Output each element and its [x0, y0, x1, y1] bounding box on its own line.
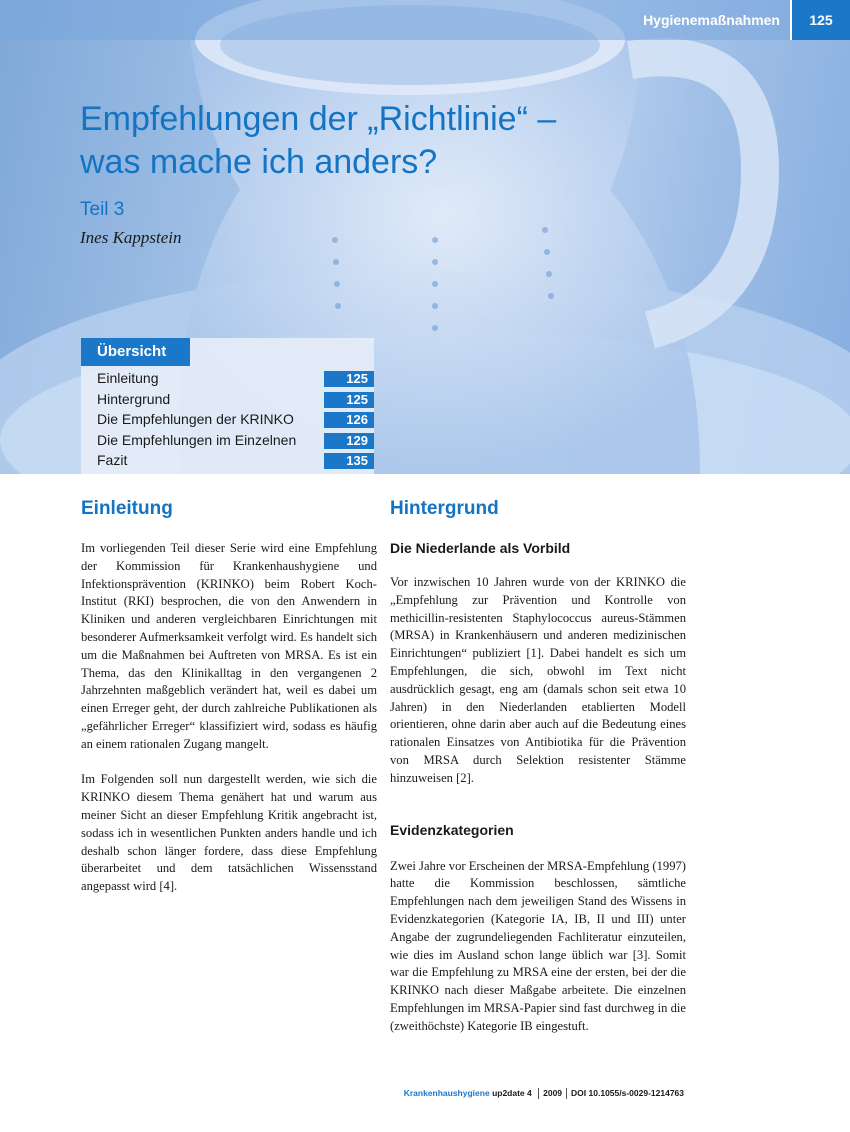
section-label: Hygienemaßnahmen [643, 12, 780, 28]
toc-item-label: Fazit [97, 452, 128, 468]
overview-box [81, 338, 374, 474]
article-author: Ines Kappstein [80, 228, 182, 247]
section-heading-einleitung: Einleitung [81, 498, 173, 519]
left-column [81, 498, 377, 896]
body-paragraph: Im Folgenden soll nun dargestellt werden, wie sich die KRINKO diesem Thema genähert hat und warum aus meiner Sicht an dieser Empfehlung Kritik angebracht ist, sodass ich in wesentlichen Punkten anders handle und ich deshalb schon länger fordere, dass diese Empfehlung überarbeitet und dem tatsächlichen Wissensstand angepasst wird [4]. [81, 772, 377, 894]
section-heading-hintergrund: Hintergrund [390, 498, 499, 519]
toc-item-page: 129 [324, 433, 374, 449]
footer-doi: DOI 10.1055/s-0029-1214763 [571, 1088, 684, 1098]
overview-heading: Übersicht [81, 338, 190, 366]
page-number: 125 [792, 0, 850, 40]
title-line-2: was mache ich anders? [80, 143, 438, 181]
toc-item-label: Einleitung [97, 370, 159, 386]
footer-year: 2009 [543, 1088, 563, 1098]
toc-item-page: 125 [324, 371, 374, 387]
toc-item-empfehlungen-einzelnen[interactable] [81, 431, 374, 452]
journal-issue: up2date 4 [492, 1088, 532, 1098]
page-footer [382, 1088, 684, 1099]
toc-item-page: 126 [324, 412, 374, 428]
toc-item-fazit[interactable] [81, 451, 374, 472]
journal-name: Krankenhaushygiene [403, 1088, 490, 1098]
footer-divider [566, 1088, 567, 1099]
toc-list [81, 369, 374, 472]
footer-divider [538, 1088, 539, 1099]
right-column [390, 498, 686, 1036]
toc-item-empfehlungen-krinko[interactable] [81, 410, 374, 431]
article-title [80, 98, 640, 184]
title-line-1: Empfehlungen der „Richtlinie“ – [80, 100, 557, 138]
toc-item-einleitung[interactable] [81, 369, 374, 390]
running-head [643, 0, 850, 40]
body-paragraph: Vor inzwischen 10 Jahren wurde von der KRINKO die „Empfehlung zur Prävention und Kontrolle von methicillin-resistenten Staphylococcus aureus-Stämmen (MRSA) in Krankenhäusern und anderen medizinischen Einrichtungen“ publiziert [1]. Dabei handelt es sich um Empfehlungen, die sich, obwohl im Text nicht ausdrücklich gesagt, eng am (damals schon seit etwa 10 Jahren) in den Niederlanden etablierten Modell orientieren, ohne darin aber auch auf die Bedeutung eines rationalen Einsatzes von Antibiotika für die Prävention von MRSA durch Selektion resistenter Stämme hinzuweisen [2]. [390, 575, 686, 785]
body-paragraph: Zwei Jahre vor Erscheinen der MRSA-Empfehlung (1997) hatte die Kommission beschlossen, sämtliche Empfehlungen nach dem jeweiligen Stand des Wissens in Evidenzkategorien (Kategorie IA, IB, II und III) unter Angabe der zugrundeliegenden Fachliteratur einzuteilen, wie dies im Ausland schon lange üblich war [3]. Somit war die Empfehlung zu MRSA eine der ersten, bei der die KRINKO nach dieser Maßgabe arbeitete. Die einzelnen Empfehlungen im MRSA-Papier sind fast durchweg in die (zweithöchste) Kategorie IB eingestuft. [390, 858, 686, 1033]
toc-item-label: Hintergrund [97, 390, 171, 407]
subheading-evidenzkategorien: Evidenzkategorien [390, 821, 514, 838]
toc-item-label: Die Empfehlungen der KRINKO [97, 411, 294, 427]
article-part: Teil 3 [80, 199, 125, 220]
body-paragraph: Im vorliegenden Teil dieser Serie wird eine Empfehlung der Kommission für Krankenhaushygiene und Infektionsprävention (KRINKO) beim Robert Koch-Institut (RKI) besprochen, die von den Anwendern in Kliniken und anderen vergleichbaren Einrichtungen mit besonderer Aufmerksamkeit verfolgt wird. Es handelt sich um die Maßnahmen bei Auftreten von MRSA. Es ist ein Thema, das den Klinikalltag in den vergangenen 2 Jahrzehnten maßgeblich verändert hat, weil es dabei um einen Erreger geht, der durch zahlreiche Publikationen als „gefährlicher Erreger“ klassifiziert wird, sodass es häufig an einem rationalen Zugang mangelt. [81, 541, 377, 751]
toc-item-hintergrund[interactable] [81, 390, 374, 411]
toc-item-page: 125 [324, 392, 374, 408]
toc-item-page: 135 [324, 453, 374, 469]
toc-item-label: Die Empfehlungen im Einzelnen [97, 431, 297, 448]
subheading-niederlande: Die Niederlande als Vorbild [390, 540, 571, 556]
